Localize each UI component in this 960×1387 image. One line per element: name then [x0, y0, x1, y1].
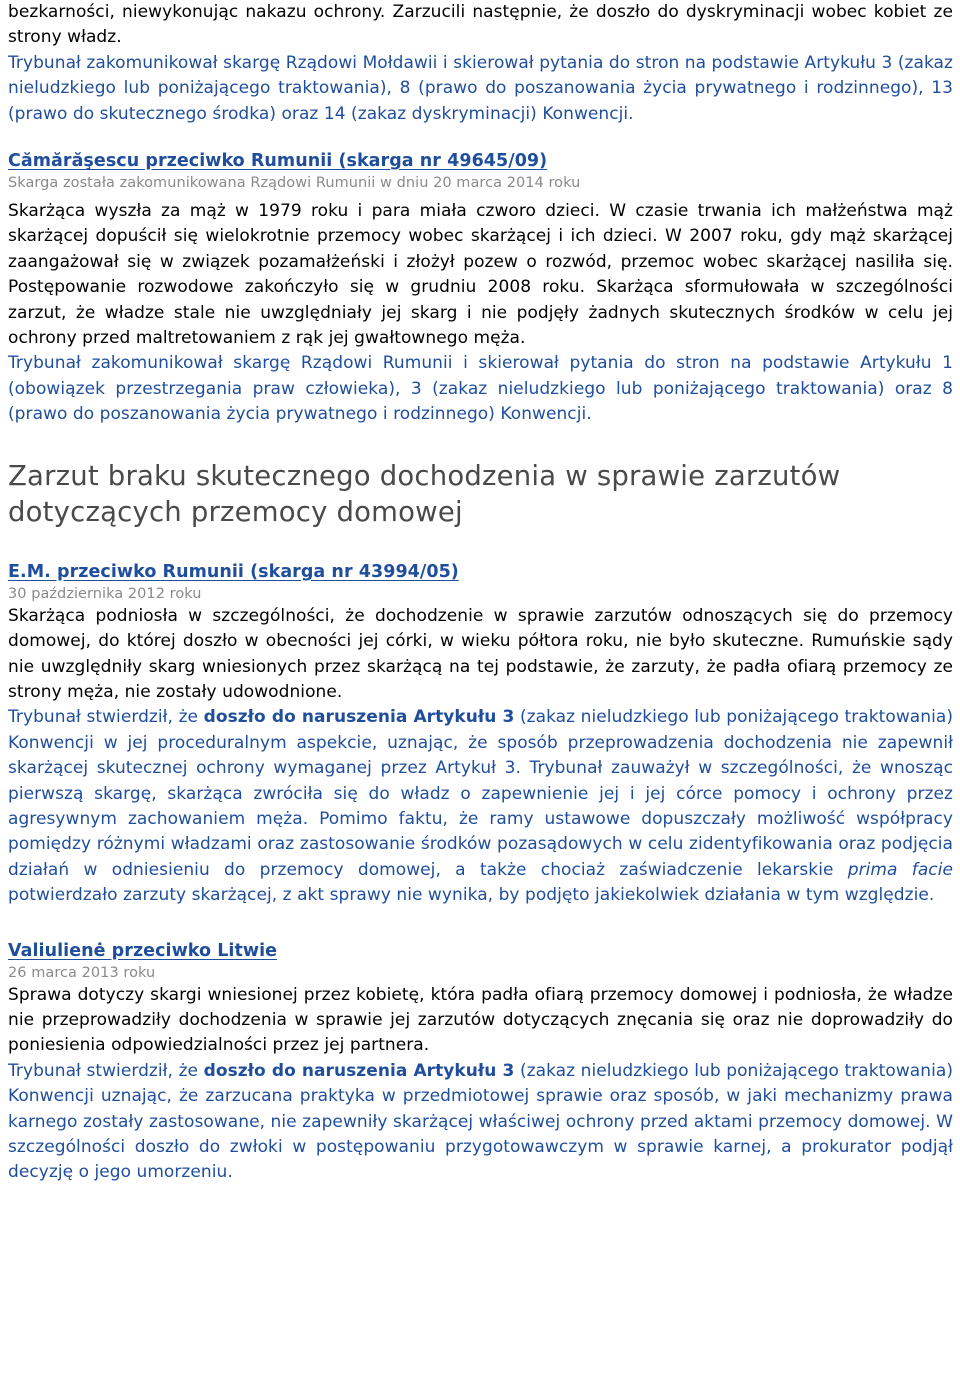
- court-communication-paragraph: Trybunał zakomunikował skargę Rządowi Mołdawii i skierował pytania do stron na podstawie Artykułu 3 (zakaz nieludzkiego lub poniżającego traktowania), 8 (prawo do poszanowania życia prywatnego i rodzinnego), 13 (prawo do skutecznego środka) oraz 14 (zakaz dyskryminacji) Konwencji.: [8, 52, 953, 124]
- case-camarasescu: [8, 149, 953, 428]
- court-ruling-paragraph: [8, 1059, 953, 1186]
- case-facts: Skarżąca podniosła w szczególności, że dochodzenie w sprawie zarzutów odnoszących się do przemocy domowej, do której doszło w obecności jej córki, w wieku półtora roku, nie było skuteczne. Rumuńskie sądy nie uwzględniły skarg wniesionych przez skarżącą na tej podstawie, że zarzuty, że padła ofiarą przemocy ze strony męża, nie zostały udowodnione.: [8, 605, 953, 702]
- ruling-body: (zakaz nieludzkiego lub poniżającego traktowania) Konwencji uznając, że zarzucana praktyka w przedmiotowej sprawie oraz sposób, w jaki mechanizmy prawa karnego zostały zastosowane, nie zapewniły skarżącej właściwej ochrony przed aktami przemocy domowej. W szczególności doszło do zwłoki w postępowaniu przygotowawczym w sprawie karnej, a prokurator podjął decyzję o jego umorzeniu.: [8, 1060, 954, 1183]
- case-valiuliene: [8, 939, 953, 1186]
- ruling-body: (zakaz nieludzkiego lub poniżającego traktowania) Konwencji w jej proceduralnym aspekcie, uznając, że sposób przeprowadzenia dochodzenia nie zapewnił skarżącej skutecznej ochrony wymaganej przez Artykuł 3. Trybunał zauważył w szczególności, że wnosząc pierwszą skargę, skarżąca zwróciła się do władz o zapewnienie jej i jej córce pomocy i ochrony przez agresywnym zachowaniem męża. Pomimo faktu, że ramy ustawowe dopuszczały możliwość współpracy pomiędzy różnymi władzami oraz zastosowanie środków pozasądowych w celu zidentyfikowania oraz podjęcia działań w odniesieniu do przemocy domowej, a także chociaż zaświadczenie lekarskie: [8, 707, 954, 880]
- case-em: [8, 560, 953, 909]
- court-communication-paragraph: Trybunał zakomunikował skargę Rządowi Rumunii i skierował pytania do stron na podstawie Artykułu 1 (obowiązek przestrzegania praw człowieka), 3 (zakaz nieludzkiego lub poniżającego traktowania) oraz 8 (prawo do poszanowania życia prywatnego i rodzinnego) Konwencji.: [8, 353, 953, 425]
- document-page: [8, 0, 953, 1186]
- ruling-intro: Trybunał stwierdził, że: [8, 1060, 204, 1081]
- case-date: 26 marca 2013 roku: [8, 964, 156, 981]
- section-heading: Zarzut braku skutecznego dochodzenia w sprawie zarzutów dotyczących przemocy domowej: [8, 459, 841, 528]
- paragraph-continuation: bezkarności, niewykonując nakazu ochrony. Zarzucili następnie, że doszło do dyskryminacji wobec kobiet ze strony władz.: [8, 2, 953, 48]
- ruling-violation: doszło do naruszenia Artykułu 3: [203, 707, 515, 728]
- ruling-intro: Trybunał stwierdził, że: [8, 707, 204, 728]
- ruling-violation: doszło do naruszenia Artykułu 3: [203, 1060, 515, 1081]
- ruling-end: potwierdzało zarzuty skarżącej, z akt sprawy nie wynika, by podjęto jakiekolwiek działania w tym względzie.: [8, 885, 935, 906]
- court-ruling-paragraph: [8, 705, 953, 908]
- case-facts: Skarżąca wyszła za mąż w 1979 roku i para miała czworo dzieci. W czasie trwania ich małżeństwa mąż skarżącej dopuścił się wielokrotnie przemocy wobec skarżącej i ich dzieci. W 2007 roku, gdy mąż skarżącej zaangażował się w związek pozamałżeński i złożył pozew o rozwód, przemoc wobec skarżącej nasiliła się. Postępowanie rozwodowe zakończyło się w grudniu 2008 roku. Skarżąca sformułowała w szczególności zarzut, że władze stale nie uwzględniały jej skarg i nie podjęły żadnych skutecznych środków w celu jej ochrony przed maltretowaniem z rąk jej gwałtownego męża.: [8, 201, 953, 349]
- case-title[interactable]: Cămărăşescu przeciwko Rumunii (skarga nr 49645/09): [8, 151, 548, 172]
- case-facts: Sprawa dotyczy skargi wniesionej przez kobietę, która padła ofiarą przemocy domowej i podniosła, że władze nie przeprowadziły dochodzenia w sprawie jej zarzutów dotyczących znęcania się oraz nie doprowadziły do poniesienia odpowiedzialności przez jej partnera.: [8, 984, 953, 1056]
- case-title[interactable]: Valiulienė przeciwko Litwie: [8, 940, 278, 961]
- case-communication-date: Skarga została zakomunikowana Rządowi Rumunii w dniu 20 marca 2014 roku: [8, 175, 581, 192]
- case-date: 30 października 2012 roku: [8, 585, 202, 602]
- ruling-latin-term: prima facie: [847, 859, 953, 880]
- case-title[interactable]: E.M. przeciwko Rumunii (skarga nr 43994/05): [8, 561, 459, 582]
